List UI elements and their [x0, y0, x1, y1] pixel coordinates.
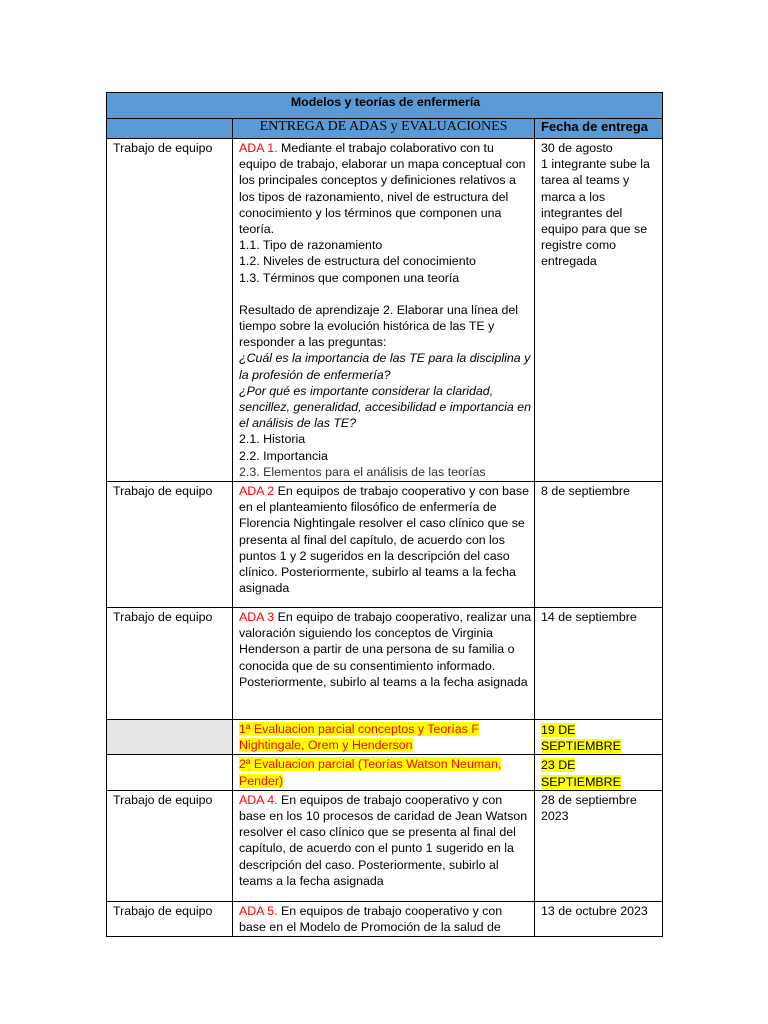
row-type: Trabajo de equipo	[107, 790, 233, 901]
header-fecha: Fecha de entrega	[535, 119, 663, 139]
row-type: Trabajo de equipo	[107, 608, 233, 720]
row-type: Trabajo de equipo	[107, 901, 233, 936]
row-ada1	[107, 139, 663, 482]
row-ada2	[107, 482, 663, 608]
header-entrega: ENTREGA DE ADAS y EVALUACIONES	[233, 119, 535, 139]
row-type: Trabajo de equipo	[107, 482, 233, 608]
row-description	[233, 901, 535, 936]
ada-label: ADA 2	[239, 484, 275, 498]
list-item: 2.3. Elementos para el análisis de las teorías	[239, 464, 486, 479]
ada-label: ADA 5.	[239, 903, 278, 918]
row-eval1	[107, 720, 663, 755]
row-description	[233, 790, 535, 901]
row-description	[233, 755, 535, 790]
learning-result: Resultado de aprendizaje 2. Elaborar una línea del tiempo sobre la evolución histórica de las TE y responder a las preguntas:	[239, 302, 518, 350]
row-description	[233, 608, 535, 720]
ada-text: En equipos de trabajo cooperativo y con base en el Modelo de Promoción de la salud de	[239, 903, 503, 935]
row-description	[233, 720, 535, 755]
date-note: 1 integrante sube la tarea al teams y marca a los integrantes del equipo para que se registre como entregada	[541, 157, 650, 269]
ada-text: En equipo de trabajo cooperativo, realizar una valoración siguiendo los conceptos de Virginia Henderson a partir de una persona de su familia o conocida que de su consentimiento informado. Posteriormente, subirlo al teams a la fecha asignada	[239, 610, 532, 689]
row-date: 14 de septiembre	[535, 608, 663, 720]
row-date	[535, 755, 663, 790]
header-row	[107, 119, 663, 139]
ada1-intro	[239, 140, 532, 237]
list-item: 2.1. Historia	[239, 432, 306, 447]
row-ada5	[107, 901, 663, 936]
ada-text: En equipos de trabajo cooperativo y con base en los 10 procesos de caridad de Jean Watson resolver el caso clínico que se presenta al final del capítulo, de acuerdo con el punto 1 sugerido en la descripción del caso. Posteriormente, subirlo al teams a la fecha asignada	[239, 792, 528, 888]
row-date: 13 de octubre 2023	[535, 901, 663, 936]
row-eval2	[107, 755, 663, 790]
header-empty-cell	[107, 119, 233, 139]
ada-label: ADA 3	[239, 610, 275, 624]
eval-date: 23 DE SEPTIEMBRE	[541, 758, 621, 789]
eval-text: 2ª Evaluacion parcial (Teorías Watson Neuman, Pender)	[239, 757, 502, 788]
eval-date: 19 DE SEPTIEMBRE	[541, 723, 621, 754]
list-item: 1.1. Tipo de razonamiento	[239, 238, 383, 253]
row-type-empty	[107, 755, 233, 790]
row-type: Trabajo de equipo	[107, 139, 233, 482]
question: ¿Por qué es importante considerar la claridad, sencillez, generalidad, accesibilidad e importancia en el análisis de las TE?	[239, 383, 532, 431]
assignments-table	[106, 92, 663, 937]
ada1-text: Mediante el trabajo colaborativo con tu equipo de trabajo, elaborar un mapa conceptual con los principales conceptos y definiciones relativos a los tipos de razonamiento, nivel de estructura del conocimiento y los términos que componen una teoría.	[239, 141, 526, 237]
row-description	[233, 482, 535, 608]
page-title: Modelos y teorías de enfermería	[107, 93, 663, 119]
list-item: 1.3. Términos que componen una teoría	[239, 270, 460, 285]
eval-text: 1ª Evaluacion parcial conceptos y Teorías F Nightingale, Orem y Henderson	[239, 722, 479, 753]
row-ada4	[107, 790, 663, 901]
row-description	[233, 139, 535, 482]
ada-label: ADA 4.	[239, 792, 278, 807]
list-item: 2.2. Importancia	[239, 448, 328, 463]
list-item: 1.2. Niveles de estructura del conocimiento	[239, 254, 476, 269]
row-date	[535, 139, 663, 482]
row-type-empty	[107, 720, 233, 755]
row-date	[535, 720, 663, 755]
ada-text: En equipos de trabajo cooperativo y con base en el planteamiento filosófico de enfermería de Florencia Nightingale resolver el caso clínico que se presenta al final del capítulo, de acuerdo con los puntos 1 y 2 sugeridos en la descripción del caso clínico. Posteriormente, subirlo al teams a la fecha asignada	[239, 484, 530, 596]
ada-label: ADA 1.	[239, 141, 278, 155]
question: ¿Cuál es la importancia de las TE para la disciplina y la profesión de enfermería?	[239, 351, 531, 382]
row-date: 28 de septiembre 2023	[535, 790, 663, 901]
row-ada3	[107, 608, 663, 720]
date: 30 de agosto	[541, 141, 613, 155]
title-row	[107, 93, 663, 119]
row-date: 8 de septiembre	[535, 482, 663, 608]
